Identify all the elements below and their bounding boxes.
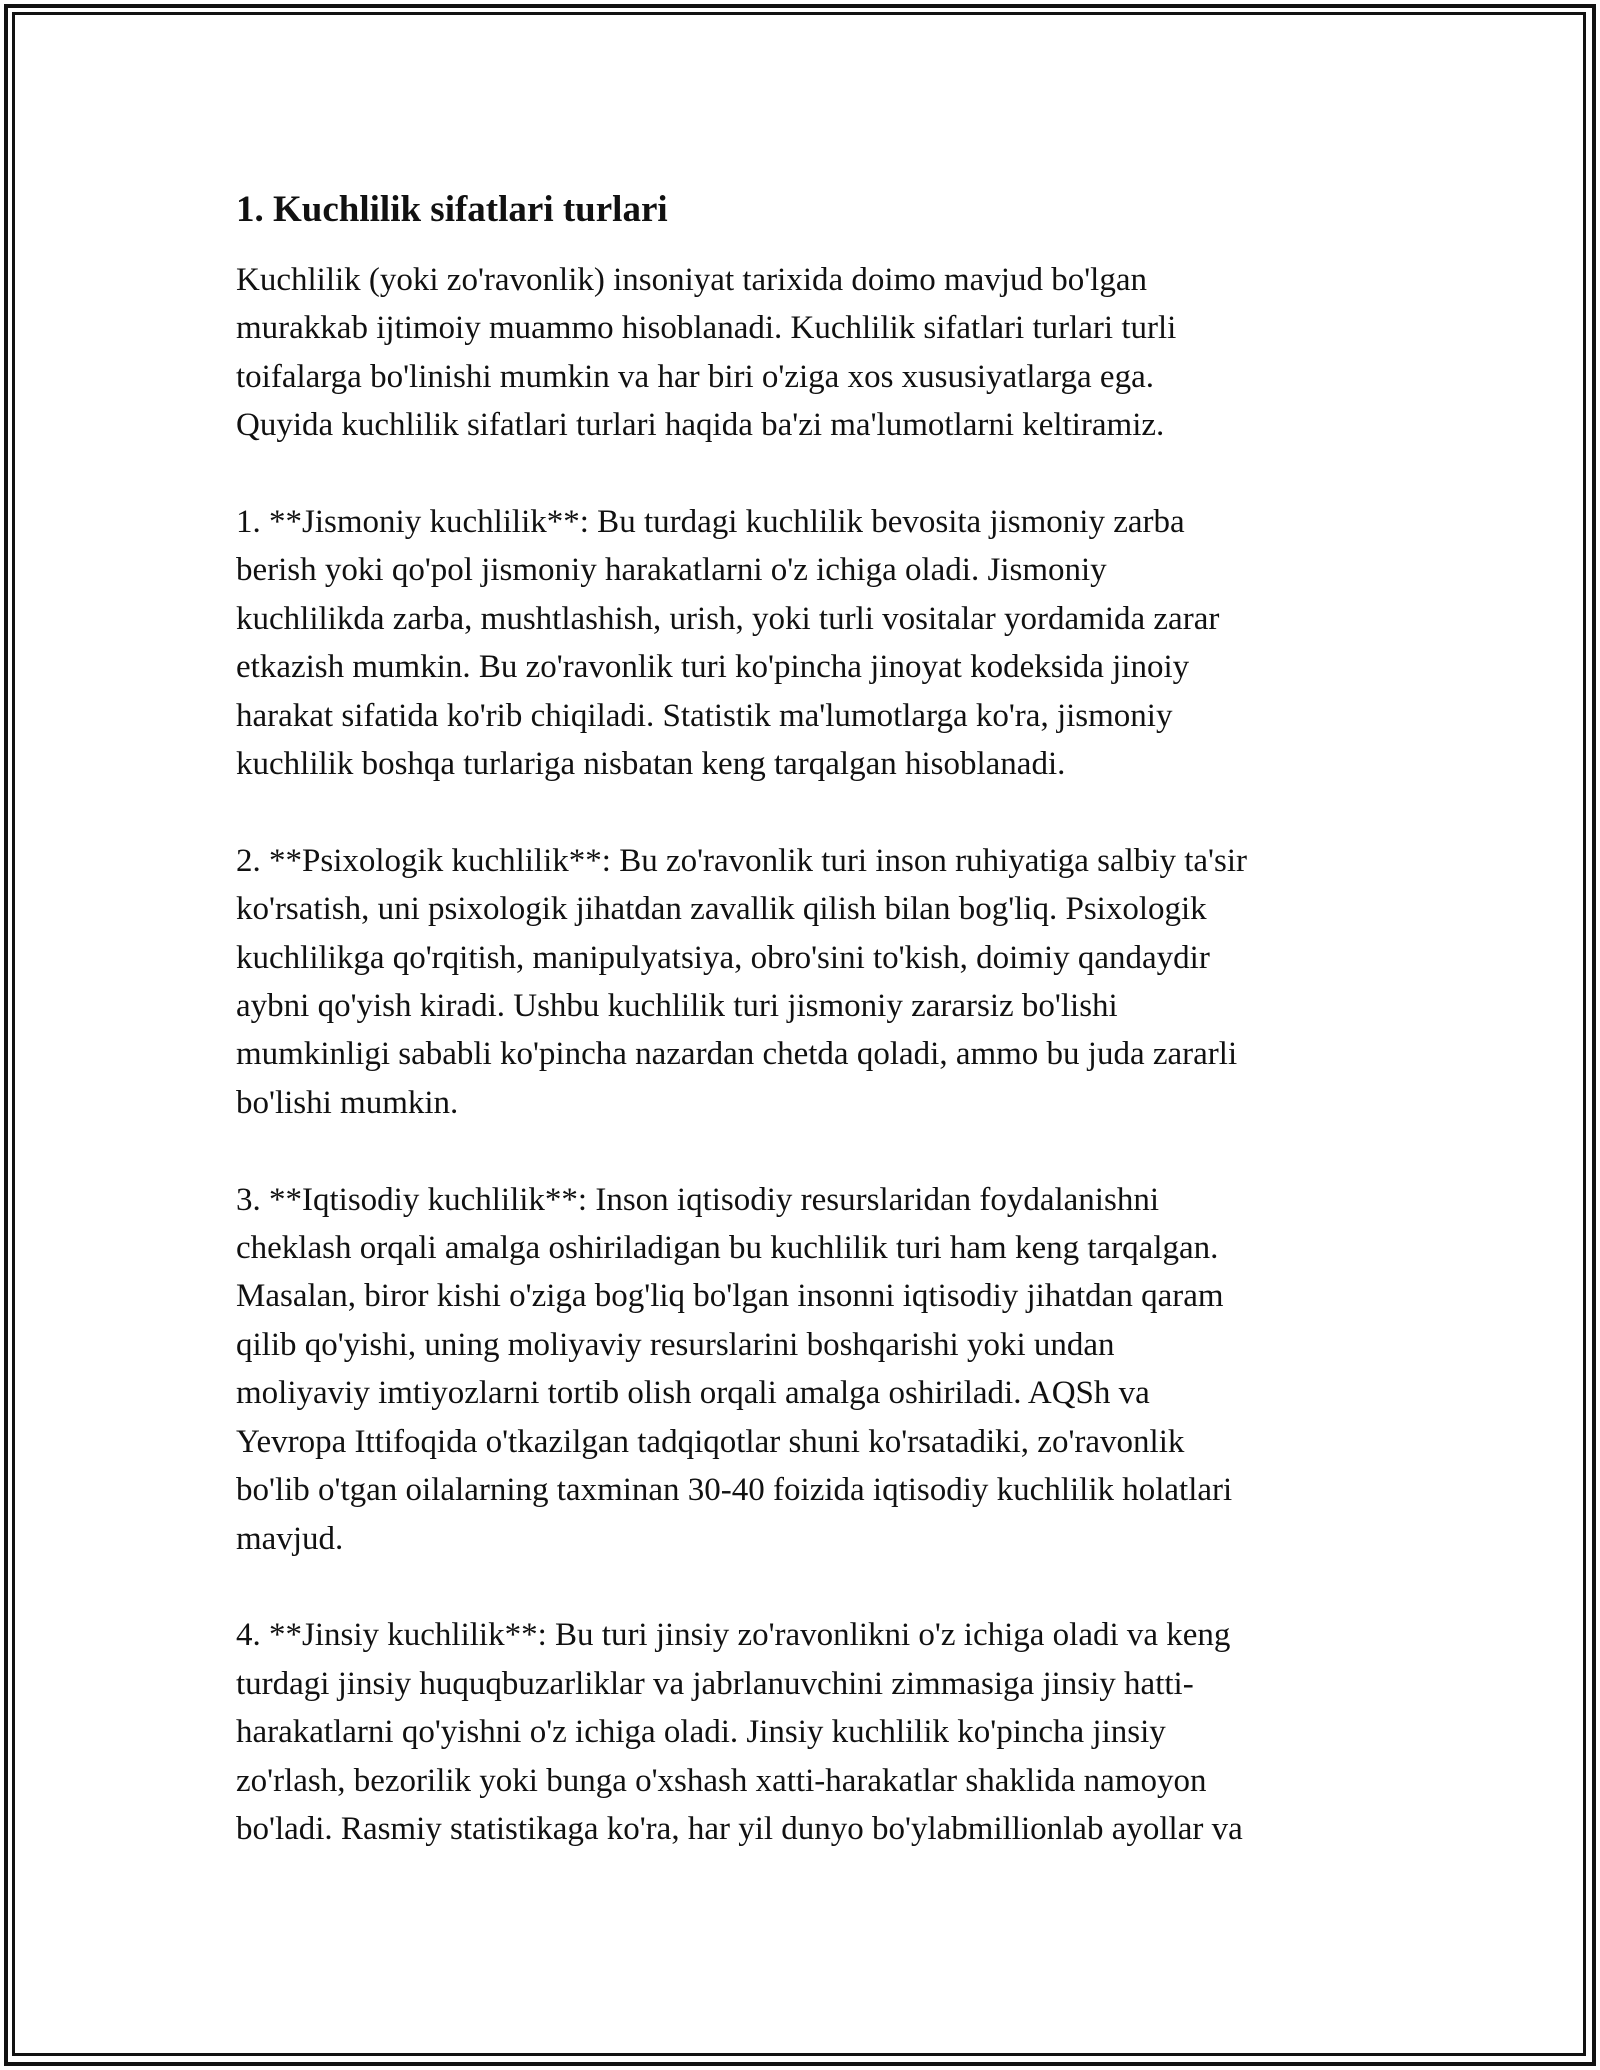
text-line: 2. **Psixologik kuchlilik**: Bu zo'ravonlik turi inson ruhiyatiga salbiy ta'sir	[236, 842, 1247, 879]
text-line: Yevropa Ittifoqida o'tkazilgan tadqiqotlar shuni ko'rsatadiki, zo'ravonlik	[236, 1423, 1185, 1460]
text-line: mavjud.	[236, 1520, 344, 1557]
text-line: toifalarga bo'linishi mumkin va har biri o'ziga xos xususiyatlarga ega.	[236, 358, 1154, 395]
paragraph-2	[236, 498, 1366, 788]
text-line: Quyida kuchlilik sifatlari turlari haqida ba'zi ma'lumotlarni keltiramiz.	[236, 407, 1165, 444]
text-line: kuchlilik boshqa turlariga nisbatan keng tarqalgan hisoblanadi.	[236, 746, 1066, 783]
text-line: aybni qo'yish kiradi. Ushbu kuchlilik turi jismoniy zararsiz bo'lishi	[236, 988, 1118, 1025]
text-line: murakkab ijtimoiy muammo hisoblanadi. Kuchlilik sifatlari turlari turli	[236, 310, 1177, 347]
text-line: harakat sifatida ko'rib chiqiladi. Statistik ma'lumotlarga ko'ra, jismoniy	[236, 697, 1173, 734]
text-line: zo'rlash, bezorilik yoki bunga o'xshash xatti-harakatlar shaklida namoyon	[236, 1762, 1207, 1799]
text-line: bo'lishi mumkin.	[236, 1084, 459, 1121]
text-line: moliyaviy imtiyozlarni tortib olish orqali amalga oshiriladi. AQSh va	[236, 1375, 1150, 1412]
text-line: 4. **Jinsiy kuchlilik**: Bu turi jinsiy zo'ravonlikni o'z ichiga oladi va keng	[236, 1617, 1231, 1654]
text-line: Masalan, biror kishi o'ziga bog'liq bo'lgan insonni iqtisodiy jihatdan qaram	[236, 1278, 1224, 1315]
text-line: bo'lib o'tgan oilalarning taxminan 30-40 foizida iqtisodiy kuchlilik holatlari	[236, 1472, 1233, 1509]
text-line: etkazish mumkin. Bu zo'ravonlik turi ko'pincha jinoyat kodeksida jinoiy	[236, 649, 1190, 686]
text-line: Kuchlilik (yoki zo'ravonlik) insoniyat tarixida doimo mavjud bo'lgan	[236, 262, 1147, 298]
text-line: bo'ladi. Rasmiy statistikaga ko'ra, har yil dunyo bo'ylabmillionlab ayollar va	[236, 1810, 1243, 1847]
text-line: kuchlilikda zarba, mushtlashish, urish, yoki turli vositalar yordamida zarar	[236, 600, 1220, 637]
paragraph-5	[236, 1611, 1366, 1853]
document-body	[236, 186, 1366, 1902]
text-line: berish yoki qo'pol jismoniy harakatlarni o'z ichiga oladi. Jismoniy	[236, 552, 1107, 589]
text-line: cheklash orqali amalga oshiriladigan bu kuchlilik turi ham keng tarqalgan.	[236, 1230, 1219, 1267]
text-line: harakatlarni qo'yishni o'z ichiga oladi. Jinsiy kuchlilik ko'pincha jinsiy	[236, 1714, 1166, 1751]
paragraph-1	[236, 256, 1366, 450]
paragraph-4	[236, 1176, 1366, 1563]
paragraph-3	[236, 837, 1366, 1127]
text-line: mumkinligi sababli ko'pincha nazardan chetda qoladi, ammo bu juda zararli	[236, 1036, 1238, 1073]
text-line: qilib qo'yishi, uning moliyaviy resurslarini boshqarishi yoki undan	[236, 1326, 1115, 1363]
text-line: 3. **Iqtisodiy kuchlilik**: Inson iqtisodiy resurslaridan foydalanishni	[236, 1181, 1159, 1218]
paragraph-list	[236, 256, 1366, 1853]
text-line: kuchlilikga qo'rqitish, manipulyatsiya, obro'sini to'kish, doimiy qandaydir	[236, 939, 1210, 976]
text-line: 1. **Jismoniy kuchlilik**: Bu turdagi kuchlilik bevosita jismoniy zarba	[236, 504, 1185, 541]
section-heading: 1. Kuchlilik sifatlari turlari	[236, 189, 668, 230]
text-line: ko'rsatish, uni psixologik jihatdan zavallik qilish bilan bog'liq. Psixologik	[236, 891, 1207, 928]
text-line: turdagi jinsiy huquqbuzarliklar va jabrlanuvchini zimmasiga jinsiy hatti-	[236, 1665, 1194, 1702]
